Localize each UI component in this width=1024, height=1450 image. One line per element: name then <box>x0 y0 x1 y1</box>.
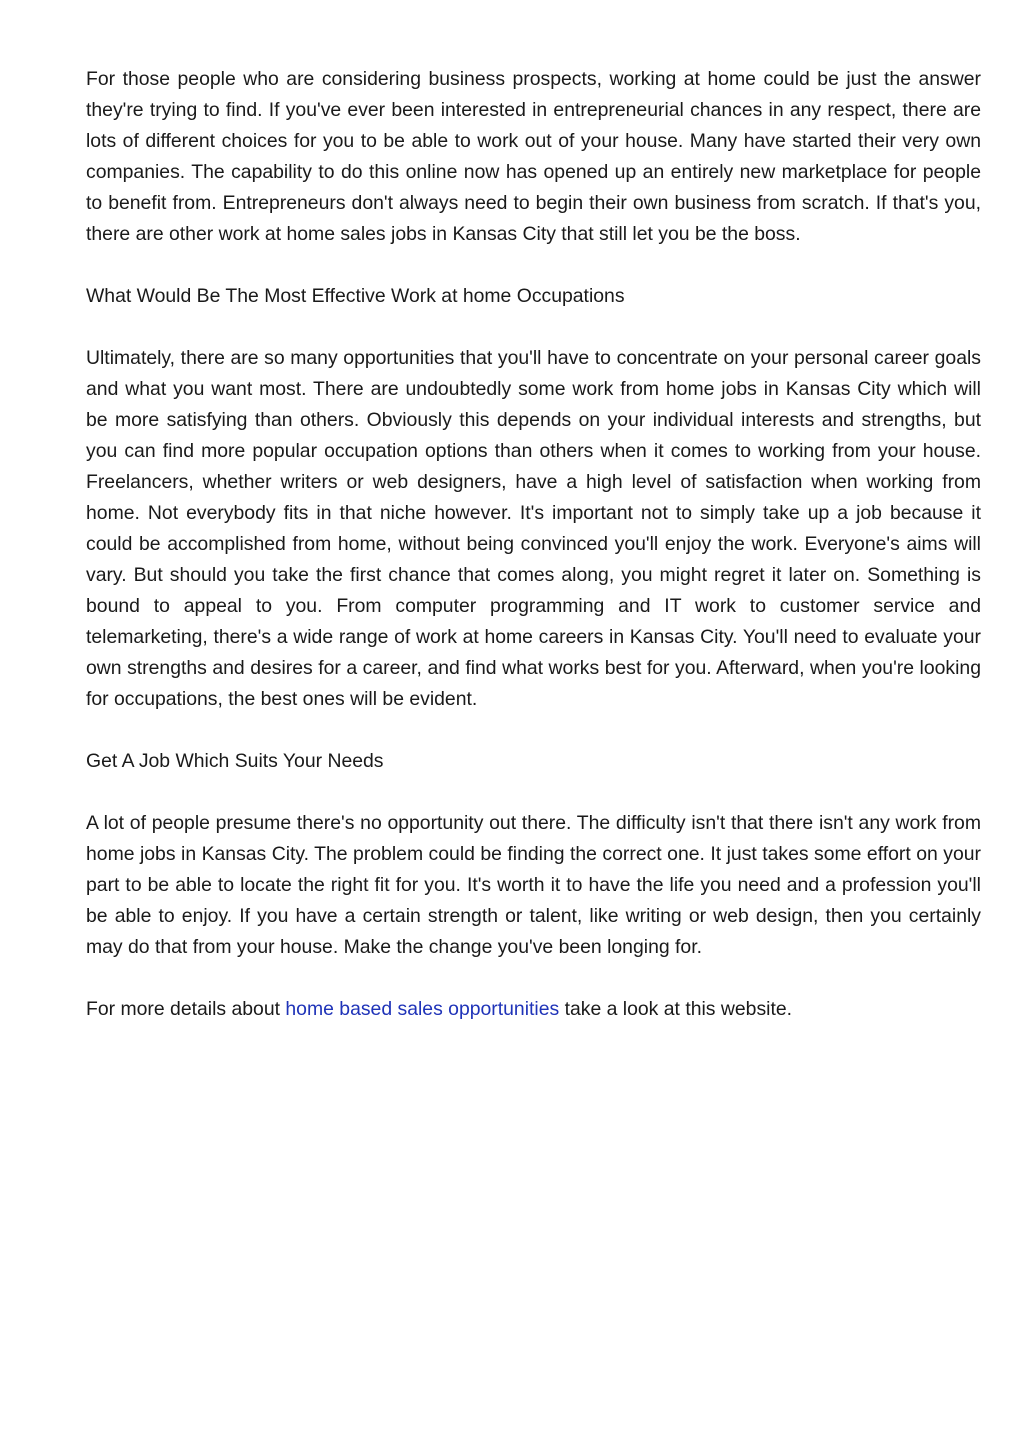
home-based-sales-link[interactable]: home based sales opportunities <box>285 998 560 1020</box>
job-paragraph: A lot of people presume there's no opportunity out there. The difficulty isn't that there isn't any work from home jobs in Kansas City. The problem could be finding the correct one. It just takes some effort on your part to be able to locate the right fit for you. It's worth it to have the life you need and a profession you'll be able to enjoy. If you have a certain strength or talent, like writing or web design, then you certainly may do that from your house. Make the change you've been longing for. <box>86 812 981 958</box>
document-page <box>86 64 981 1056</box>
occupations-paragraph: Ultimately, there are so many opportunities that you'll have to concentrate on your personal career goals and what you want most. There are undoubtedly some work from home jobs in Kansas City which will be more satisfying than others. Obviously this depends on your individual interests and strengths, but you can find more popular occupation options than others when it comes to working from your house. Freelancers, whether writers or web designers, have a high level of satisfaction when working from home. Not everybody fits in that niche however. It's important not to simply take up a job because it could be accomplished from home, without being convinced you'll enjoy the work. Everyone's aims will vary. But should you take the first chance that comes along, you might regret it later on. Something is bound to appeal to you. From computer programming and IT work to customer service and telemarketing, there's a wide range of work at home careers in Kansas City. You'll need to evaluate your own strengths and desires for a career, and find what works best for you. Afterward, when you're looking for occupations, the best ones will be evident. <box>86 347 981 710</box>
section-heading-occupations: What Would Be The Most Effective Work at home Occupations <box>86 285 625 307</box>
closing-suffix: take a look at this website. <box>559 998 793 1020</box>
section-heading-job: Get A Job Which Suits Your Needs <box>86 750 384 772</box>
closing-prefix: For more details about <box>86 998 286 1020</box>
intro-paragraph: For those people who are considering business prospects, working at home could be just the answer they're trying to find. If you've ever been interested in entrepreneurial chances in any respect, there are lots of different choices for you to be able to work out of your house. Many have started their very own companies. The capability to do this online now has opened up an entirely new marketplace for people to benefit from. Entrepreneurs don't always need to begin their own business from scratch. If that's you, there are other work at home sales jobs in Kansas City that still let you be the boss. <box>86 68 981 245</box>
closing-paragraph <box>86 994 981 1025</box>
